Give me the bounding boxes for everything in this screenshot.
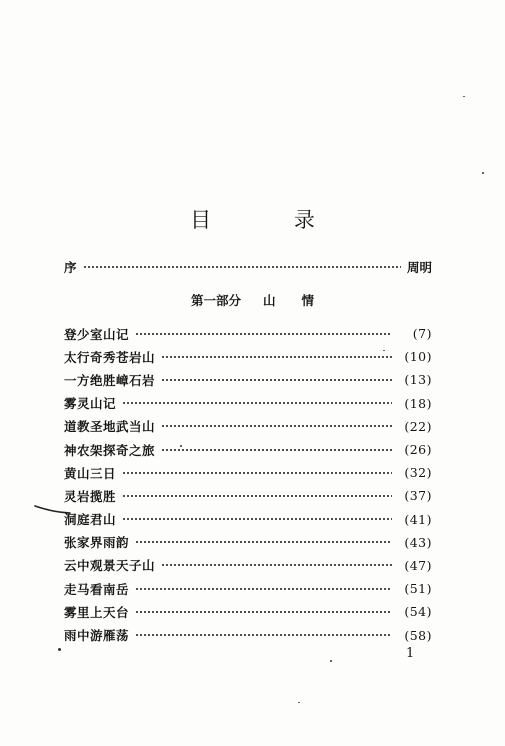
toc-entry-page: (51) [404,581,432,597]
toc-entry-title: 洞庭君山 [64,512,117,528]
toc-entry-title: 走马看南岳 [64,581,130,597]
toc-entry [64,322,432,345]
toc-entry-page: (22) [404,418,432,434]
page-title: 目 录 [190,208,353,232]
page-number: 1 [406,646,415,661]
dot-leader [161,356,392,358]
dust-speck [298,702,300,703]
toc-entry-page: (37) [404,488,432,504]
preface-label: 序 [64,260,78,275]
toc-entry-title: 云中观景天子山 [64,558,156,574]
dust-speck [482,172,484,174]
toc-entry [64,368,432,391]
toc-entry-title: 一方绝胜嶂石岩 [64,372,156,388]
toc-entry-page: (26) [404,442,432,458]
toc-entry [64,438,432,461]
part-word-mountain: 山 [262,293,276,308]
dot-leader [122,495,392,497]
toc-entry-page: (7) [412,326,432,342]
toc-entry [64,392,432,415]
toc-entry-title: 灵岩揽胜 [64,488,117,504]
dust-speck [180,445,182,447]
toc-entry-title: 道教圣地武当山 [64,419,156,435]
preface-row [64,257,432,277]
dot-leader [135,588,392,590]
toc-entry-title: 黄山三日 [64,465,117,481]
preface-author: 周明 [406,260,432,275]
table-of-contents [64,322,432,647]
toc-entry-page: (13) [404,372,432,388]
toc-entry [64,461,432,484]
dust-speck [463,96,465,97]
part-word-feeling: 情 [301,293,315,308]
dot-leader [135,634,392,636]
toc-entry [64,484,432,507]
toc-entry-page: (58) [404,627,432,643]
dust-speck [330,660,332,662]
toc-entry [64,531,432,554]
toc-entry [64,623,432,646]
toc-entry-page: (32) [404,465,432,481]
dot-leader [135,333,392,335]
dot-leader [122,518,392,520]
toc-entry [64,345,432,368]
dot-leader [122,472,392,474]
toc-entry-page: (43) [404,534,432,550]
toc-entry-title: 登少室山记 [64,326,130,342]
pen-mark [34,500,74,516]
toc-entry [64,415,432,438]
toc-entry-title: 雾里上天台 [64,604,130,620]
dust-speck [383,350,385,351]
dot-leader [161,379,392,381]
dot-leader [135,611,392,613]
toc-entry [64,554,432,577]
toc-entry-page: (41) [404,511,432,527]
toc-entry-title: 雾灵山记 [64,396,117,412]
toc-entry-title: 张家界雨韵 [64,535,130,551]
toc-entry-page: (10) [404,349,432,365]
dot-leader [161,564,392,566]
toc-entry [64,508,432,531]
dot-leader [161,425,392,427]
toc-entry-page: (18) [404,395,432,411]
toc-entry-page: (54) [404,604,432,620]
dot-leader [135,541,392,543]
toc-entry-title: 神农架探奇之旅 [64,442,156,458]
toc-entry [64,577,432,600]
part-heading [0,291,505,309]
part-label: 第一部分 [190,293,241,308]
dot-leader [161,449,392,451]
dot-leader [83,266,401,268]
toc-entry-page: (47) [404,557,432,573]
toc-entry [64,600,432,623]
toc-entry-title: 太行奇秀苍岩山 [64,349,156,365]
dot-leader [122,402,392,404]
dust-speck [58,648,61,651]
toc-entry-title: 雨中游雁荡 [64,628,130,644]
